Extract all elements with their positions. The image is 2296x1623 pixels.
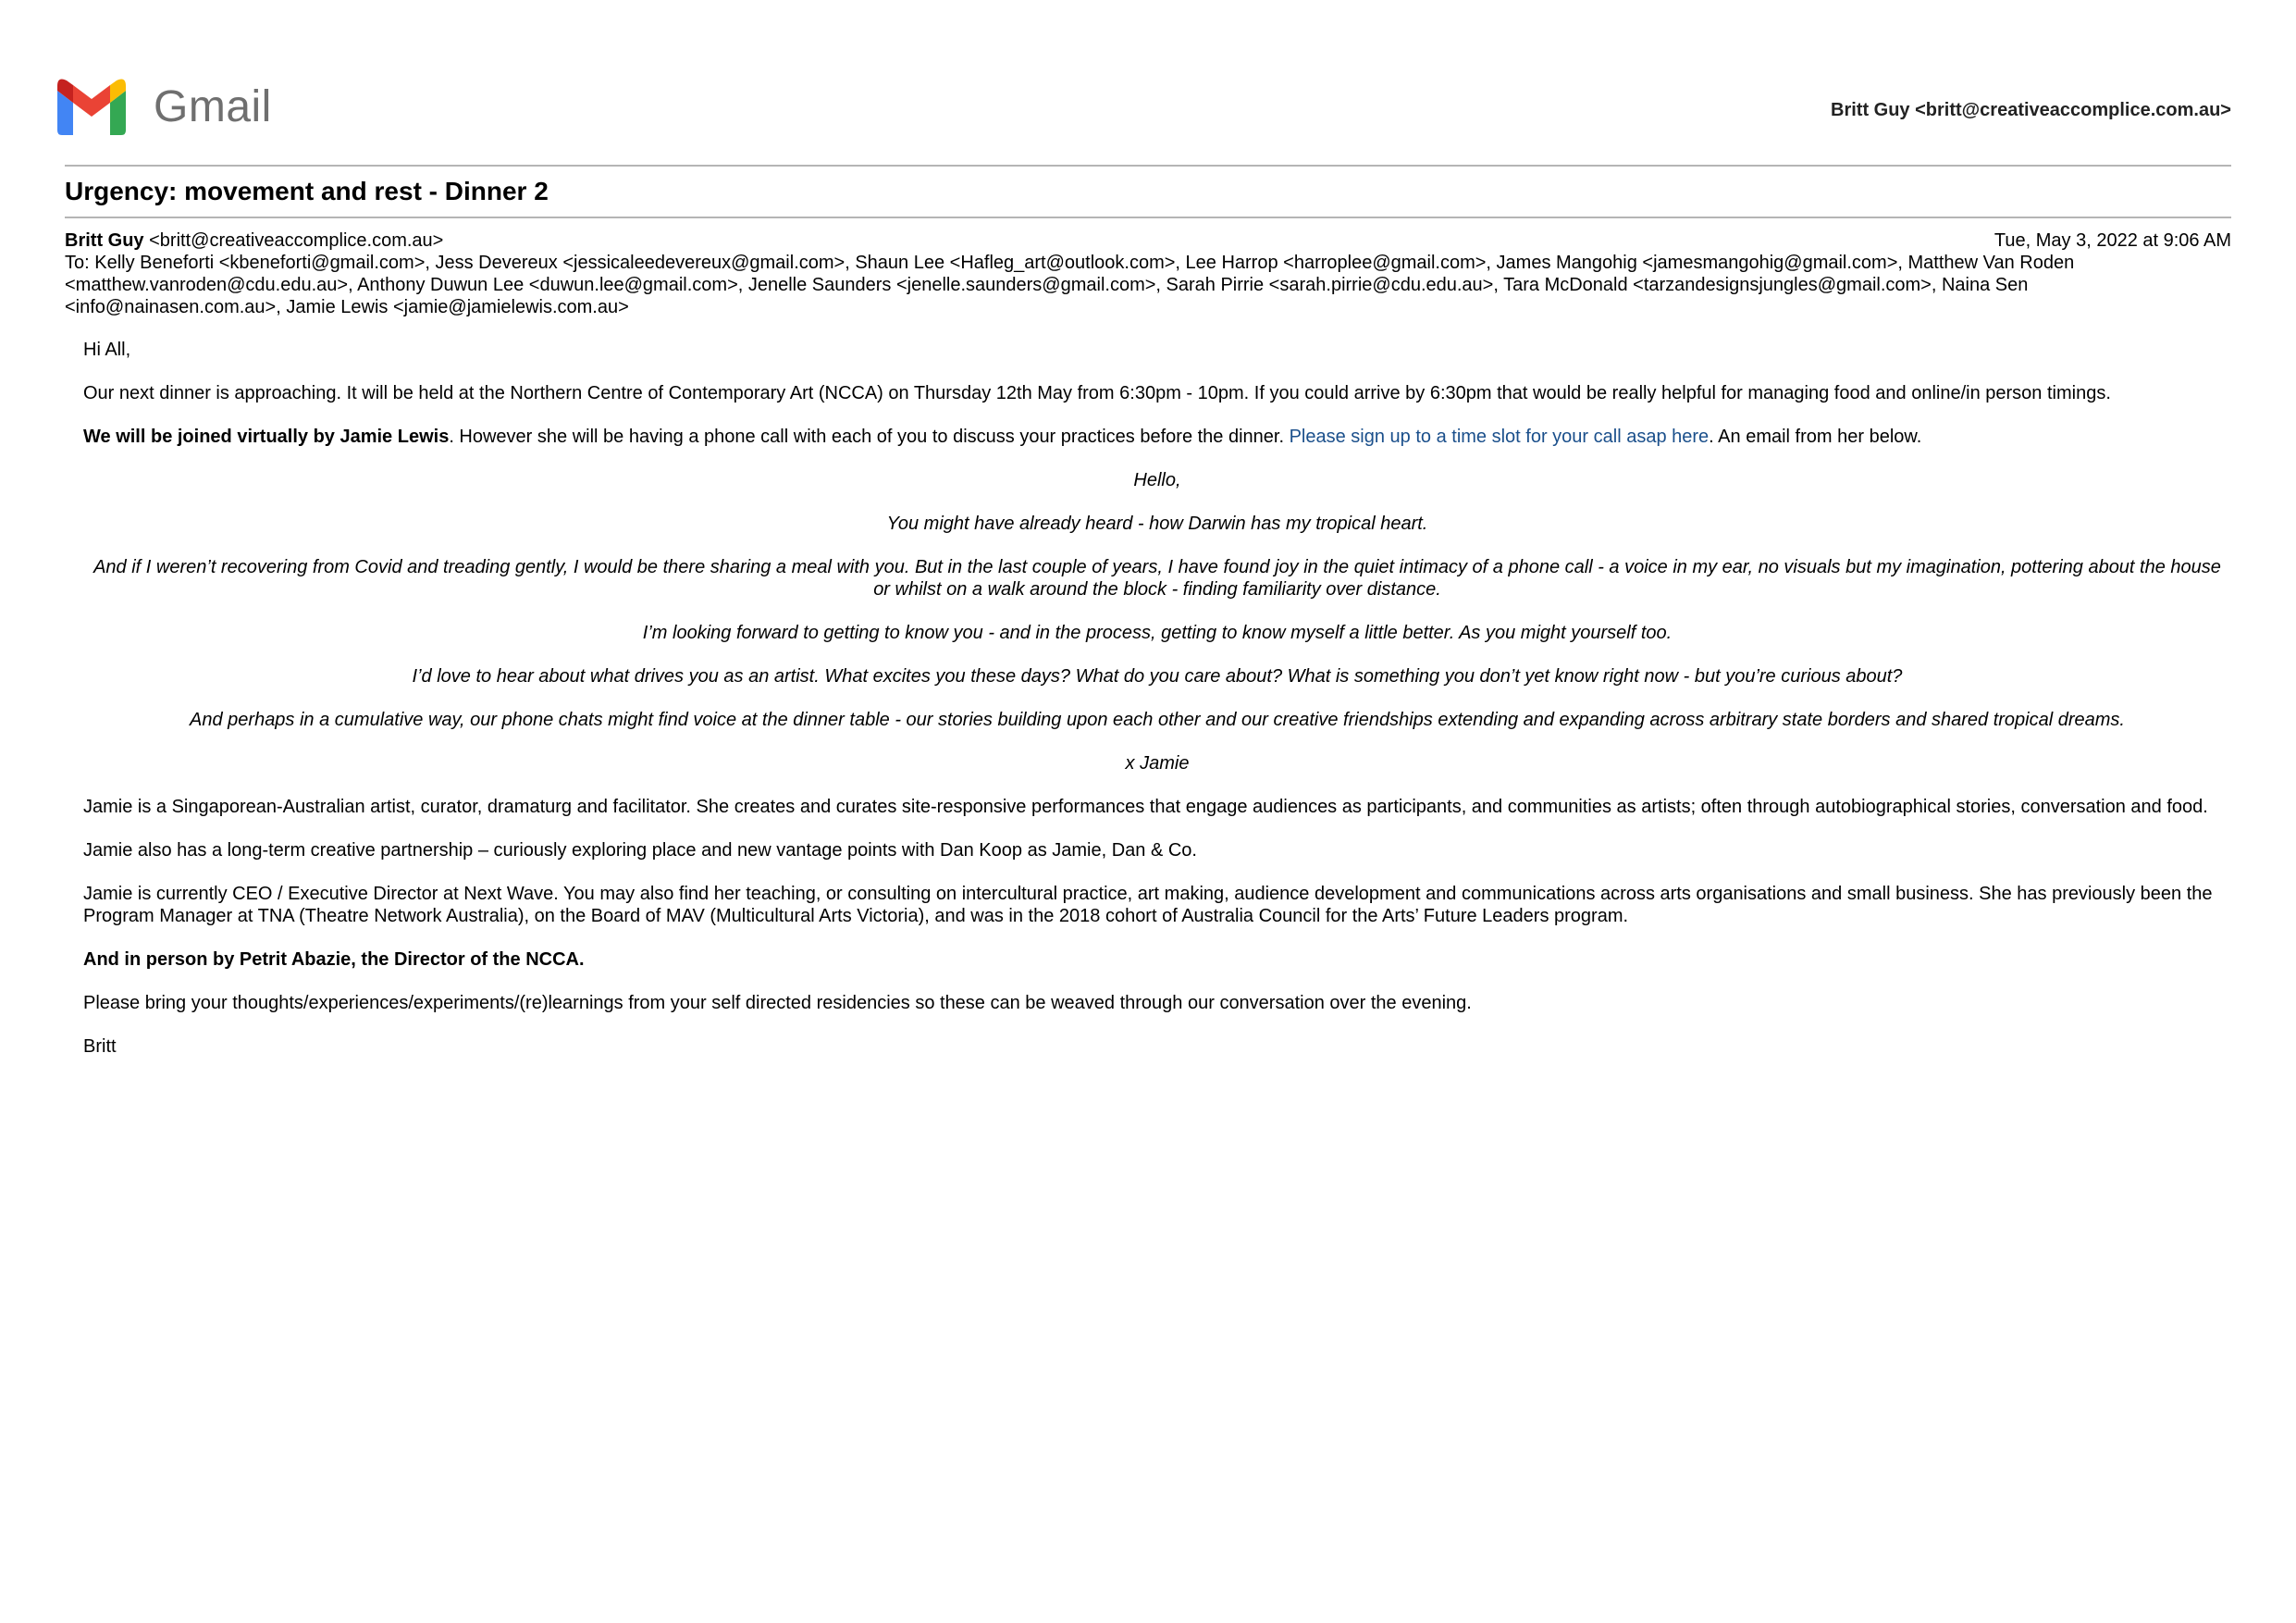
email-printout <box>65 0 2231 1057</box>
recipients: To: Kelly Beneforti <kbeneforti@gmail.com>, Jess Devereux <jessicaleedevereux@gmail.com>, Shaun Lee <Hafleg_art@outlook.com>, Lee Harrop <harroplee@gmail.com>, James Mangohig <jamesmangohig@gmail.com>, Matthew Van Roden <matthew.vanroden@cdu.edu.au>, Anthony Duwun Lee <duwun.lee@gmail.com>, Jenelle Saunders <jenelle.saunders@gmail.com>, Sarah Pirrie <sarah.pirrie@cdu.edu.au>, Tara McDonald <tarzandesignsjungles@gmail.com>, Naina Sen <info@nainasen.com.au>, Jamie Lewis <jamie@jamielewis.com.au> <box>65 253 2075 317</box>
email-subject: Urgency: movement and rest - Dinner 2 <box>65 177 549 205</box>
closing-paragraph: Please bring your thoughts/experiences/experiments/(re)learnings from your self directed residencies so these can be weaved through our conversation over the evening. <box>83 993 1472 1013</box>
quote-line: Hello, <box>1133 470 1181 490</box>
gmail-m-icon <box>57 78 126 135</box>
gmail-logo <box>57 78 272 135</box>
header-divider <box>65 165 2231 167</box>
account-label: Britt Guy <britt@creativeaccomplice.com.au> <box>1831 100 2231 120</box>
quote-line: And if I weren’t recovering from Covid and treading gently, I would be there sharing a meal with you. But in the last couple of years, I have found joy in the quiet intimacy of a phone call - a voice in my ear, no visuals but my imagination, pottering about the house or whilst on a walk around the block - finding familiarity over distance. <box>93 557 2221 600</box>
email-meta <box>65 229 2231 318</box>
quote-signoff: x Jamie <box>1125 753 1190 774</box>
gmail-logo-text: Gmail <box>154 81 272 131</box>
bio-paragraph: Jamie is a Singaporean-Australian artist, curator, dramaturg and facilitator. She creates and curates site-responsive performances that engage audiences as participants, and communities as artists; often through autobiographical stories, conversation and food. <box>83 797 2208 817</box>
quote-line: I’m looking forward to getting to know you - and in the process, getting to know myself a little better. As you might yourself too. <box>642 623 1673 643</box>
greeting: Hi All, <box>83 340 131 360</box>
email-body <box>83 339 2231 1079</box>
virtual-guest-end: . An email from her below. <box>1709 427 1922 447</box>
bio-paragraph: Jamie also has a long-term creative partnership – curiously exploring place and new vantage points with Dan Koop as Jamie, Dan & Co. <box>83 840 1197 861</box>
paragraph-virtual-guest <box>83 426 2231 448</box>
sender-name: Britt Guy <box>65 230 144 251</box>
sender-email: <britt@creativeaccomplice.com.au> <box>149 230 444 251</box>
sign-up-link[interactable]: Please sign up to a time slot for your call asap here <box>1289 427 1710 447</box>
email-date: Tue, May 3, 2022 at 9:06 AM <box>1994 230 2231 251</box>
virtual-guest-text: . However she will be having a phone call with each of you to discuss your practices before the dinner. <box>449 427 1290 447</box>
quote-line: And perhaps in a cumulative way, our phone chats might find voice at the dinner table - our stories building upon each other and our creative friendships extending and expanding across arbitrary state borders and shared tropical dreams. <box>190 710 2125 730</box>
bio-paragraph: Jamie is currently CEO / Executive Director at Next Wave. You may also find her teaching, or consulting on intercultural practice, art making, audience development and communications across arts organisations and small business. She has previously been the Program Manager at TNA (Theatre Network Australia), on the Board of MAV (Multicultural Arts Victoria), and was in the 2018 cohort of Australia Council for the Arts’ Future Leaders program. <box>83 884 2213 926</box>
subject-divider <box>65 217 2231 218</box>
in-person-bold: And in person by Petrit Abazie, the Director of the NCCA. <box>83 949 585 970</box>
virtual-guest-bold: We will be joined virtually by Jamie Lewis <box>83 427 450 447</box>
header <box>65 0 2231 165</box>
quote-line: I’d love to hear about what drives you as an artist. What excites you these days? What do you care about? What is something you don’t yet know right now - but you’re curious about? <box>412 666 1903 687</box>
quote-line: You might have already heard - how Darwin has my tropical heart. <box>886 514 1428 534</box>
sender-row <box>65 229 2231 252</box>
paragraph-dinner-details: Our next dinner is approaching. It will be held at the Northern Centre of Contemporary Art (NCCA) on Thursday 12th May from 6:30pm - 10pm. If you could arrive by 6:30pm that would be really helpful for managing food and online/in person timings. <box>83 383 2111 403</box>
in-person-guest <box>83 948 2231 971</box>
signature: Britt <box>83 1036 117 1057</box>
